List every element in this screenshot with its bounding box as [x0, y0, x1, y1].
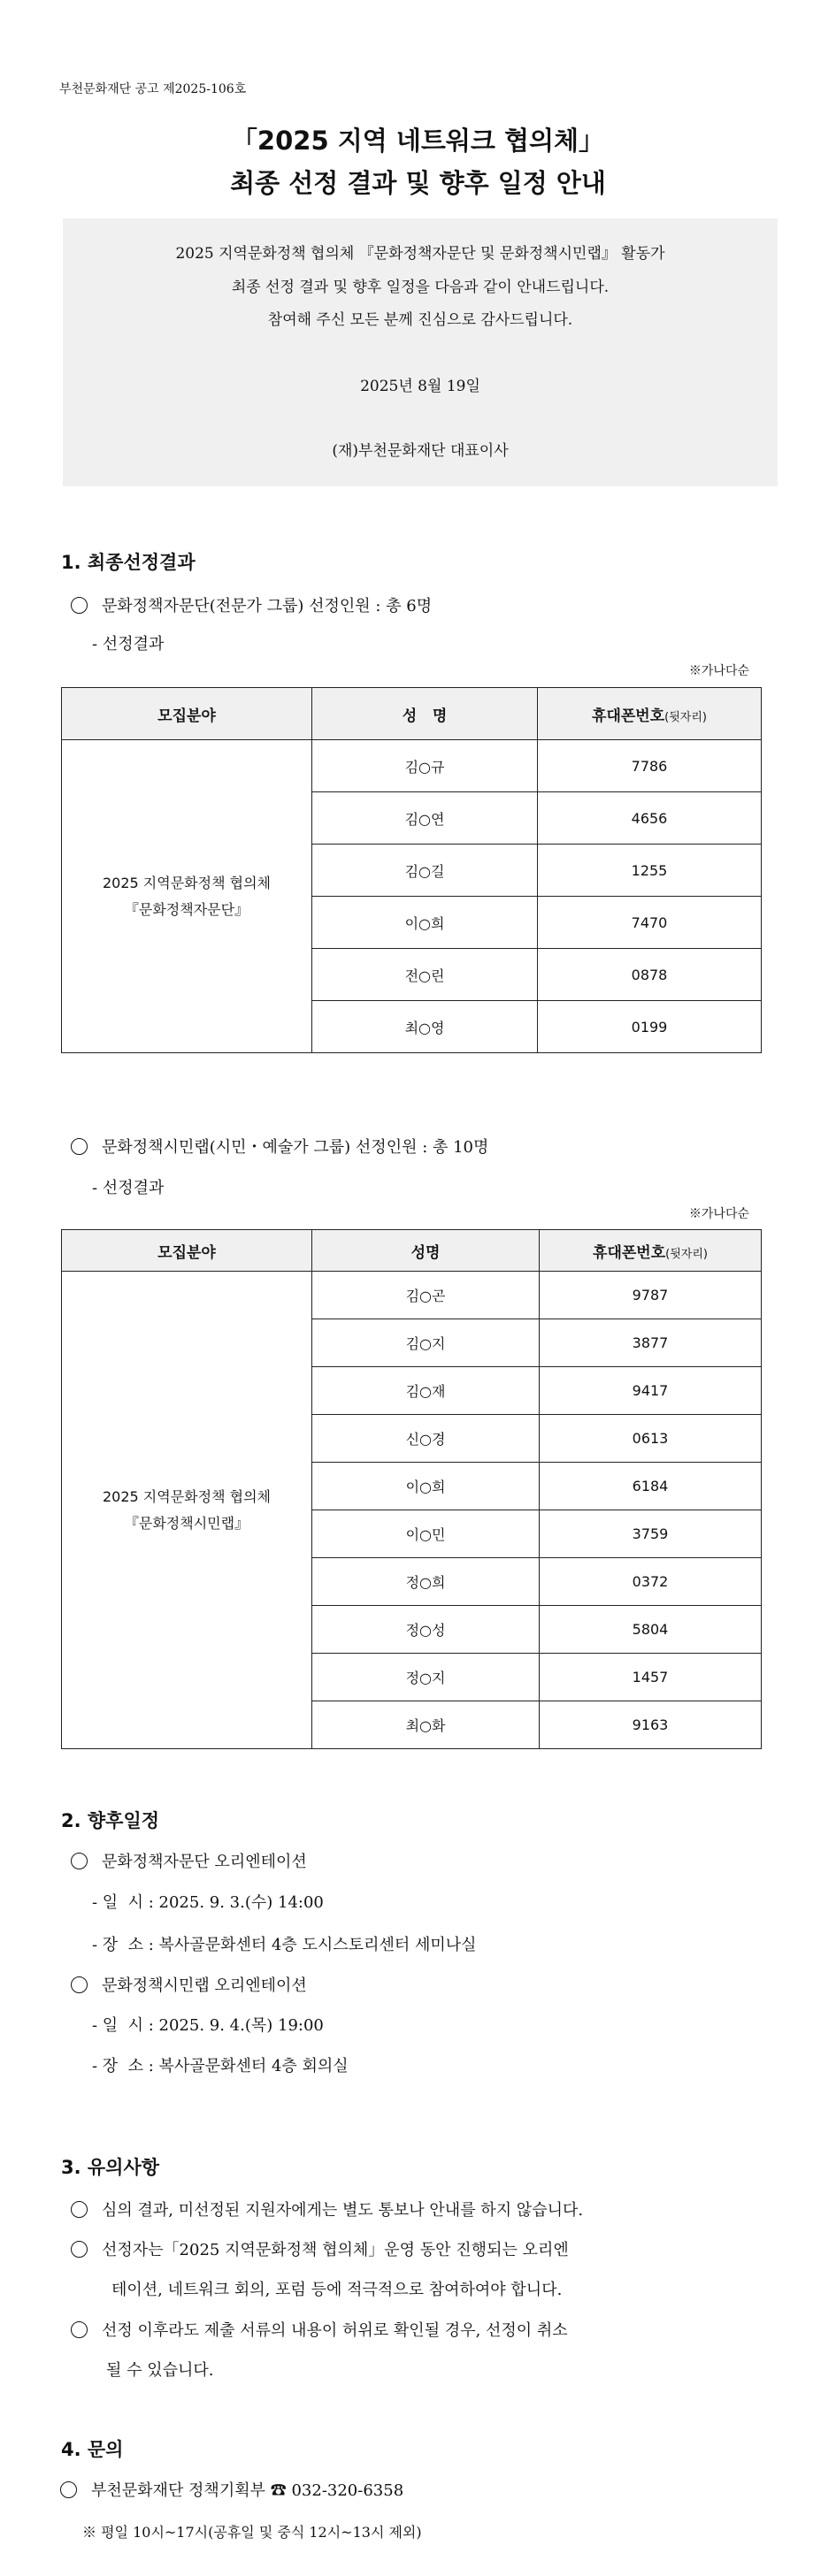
name-cell: 김○지	[312, 1319, 540, 1367]
phone-icon: ☎	[270, 2481, 287, 2500]
name-cell: 김○연	[312, 792, 538, 845]
phone-cell: 0878	[538, 949, 762, 1001]
section4-title: 4. 문의	[61, 2439, 124, 2460]
group1-sub: - 선정결과	[92, 635, 165, 654]
caution-item	[71, 2198, 583, 2224]
intro-signer: (재)부천문화재단 대표이사	[332, 442, 509, 460]
header-field: 모집분야	[62, 1230, 312, 1272]
circle-bullet-icon	[71, 1138, 88, 1155]
phone-cell: 0199	[538, 1001, 762, 1053]
name-cell: 김○재	[312, 1367, 540, 1415]
phone-cell: 0613	[540, 1415, 762, 1463]
caution-text: 선정자는「2025 지역문화정책 협의체」운영 동안 진행되는 오리엔	[102, 2241, 569, 2259]
phone-cell: 5804	[540, 1606, 762, 1654]
phone-cell: 6184	[540, 1463, 762, 1510]
event-when: - 일 시 : 2025. 9. 4.(목) 19:00	[92, 2016, 324, 2035]
notice-number: 부천문화재단 공고 제2025-106호	[59, 82, 247, 96]
name-cell: 김○규	[312, 740, 538, 792]
header-phone	[538, 688, 762, 740]
name-cell: 이○희	[312, 897, 538, 949]
header-phone	[540, 1230, 762, 1272]
header-phone-suffix: (뒷자리)	[665, 1247, 708, 1261]
event-name-text: 문화정책시민랩 오리엔테이션	[102, 1976, 307, 1995]
name-cell: 전○린	[312, 949, 538, 1001]
name-cell: 김○길	[312, 845, 538, 897]
group2-sort-note: ※가나다순	[688, 1207, 749, 1221]
category-cell	[62, 1272, 312, 1749]
header-phone-label: 휴대폰번호	[592, 707, 665, 725]
category-line: 『문화정책시민랩』	[124, 1514, 249, 1532]
circle-bullet-icon	[71, 2321, 88, 2338]
intro-date: 2025년 8월 19일	[360, 378, 480, 395]
category-line: 2025 지역문화정책 협의체	[103, 874, 271, 891]
name-cell: 최○화	[312, 1701, 540, 1749]
page-title-line2: 최종 선정 결과 및 향후 일정 안내	[230, 168, 606, 198]
phone-cell: 0372	[540, 1558, 762, 1606]
category-cell	[62, 740, 312, 1053]
name-cell: 정○지	[312, 1654, 540, 1701]
group2-summary-text: 문화정책시민랩(시민・예술가 그룹) 선정인원 : 총 10명	[102, 1138, 489, 1157]
group2-sub: - 선정결과	[92, 1179, 165, 1197]
group1-summary-text: 문화정책자문단(전문가 그룹) 선정인원 : 총 6명	[102, 597, 433, 615]
phone-cell: 9787	[540, 1272, 762, 1319]
event-where: - 장 소 : 복사골문화센터 4층 도시스토리센터 세미나실	[92, 1936, 477, 1954]
group2-results-table	[61, 1229, 762, 1749]
circle-bullet-icon	[71, 597, 88, 614]
name-cell: 정○희	[312, 1558, 540, 1606]
name-cell: 이○민	[312, 1510, 540, 1558]
category-line: 2025 지역문화정책 협의체	[103, 1487, 271, 1505]
phone-cell: 7470	[538, 897, 762, 949]
table-header-row	[62, 688, 762, 740]
contact-dept: 부천문화재단 정책기획부	[91, 2481, 265, 2500]
phone-cell: 1255	[538, 845, 762, 897]
phone-cell: 9417	[540, 1367, 762, 1415]
contact-line	[60, 2478, 403, 2504]
name-cell: 정○성	[312, 1606, 540, 1654]
caution-item	[71, 2237, 569, 2264]
circle-bullet-icon	[60, 2481, 77, 2498]
section1-title: 1. 최종선정결과	[61, 552, 196, 573]
page-title-line1: 「2025 지역 네트워크 협의체」	[231, 126, 605, 156]
event-name	[71, 1973, 307, 1999]
table-row	[62, 740, 762, 792]
contact-phone[interactable]: 032-320-6358	[291, 2481, 404, 2500]
circle-bullet-icon	[71, 2241, 88, 2258]
phone-cell: 3877	[540, 1319, 762, 1367]
table-row	[62, 1272, 762, 1319]
intro-line: 최종 선정 결과 및 향후 일정을 다음과 같이 안내드립니다.	[231, 279, 610, 296]
intro-line: 참여해 주신 모든 분께 진심으로 감사드립니다.	[267, 311, 573, 329]
caution-text-cont: 될 수 있습니다.	[106, 2361, 214, 2380]
name-cell: 최○영	[312, 1001, 538, 1053]
phone-cell: 1457	[540, 1654, 762, 1701]
caution-item	[71, 2318, 568, 2344]
circle-bullet-icon	[71, 2201, 88, 2218]
phone-cell: 3759	[540, 1510, 762, 1558]
table-header-row	[62, 1230, 762, 1272]
event-when: - 일 시 : 2025. 9. 3.(수) 14:00	[92, 1893, 324, 1912]
section2-title: 2. 향후일정	[61, 1810, 160, 1831]
event-name	[71, 1849, 307, 1876]
group2-summary	[71, 1135, 488, 1161]
phone-cell: 4656	[538, 792, 762, 845]
category-line: 『문화정책자문단』	[124, 900, 249, 918]
phone-cell: 9163	[540, 1701, 762, 1749]
contact-hours: ※ 평일 10시~17시(공휴일 및 중식 12시~13시 제외)	[82, 2524, 422, 2541]
caution-text: 선정 이후라도 제출 서류의 내용이 허위로 확인될 경우, 선정이 취소	[102, 2321, 568, 2340]
circle-bullet-icon	[71, 1976, 88, 1993]
header-field: 모집분야	[62, 688, 312, 740]
header-name: 성 명	[312, 688, 538, 740]
group1-results-table	[61, 687, 762, 1053]
group1-summary	[71, 593, 432, 620]
event-where: - 장 소 : 복사골문화센터 4층 회의실	[92, 2057, 349, 2075]
circle-bullet-icon	[71, 1853, 88, 1869]
intro-line: 2025 지역문화정책 협의체 『문화정책자문단 및 문화정책시민랩』 활동가	[175, 245, 665, 263]
name-cell: 김○곤	[312, 1272, 540, 1319]
phone-cell: 7786	[538, 740, 762, 792]
header-name: 성명	[312, 1230, 540, 1272]
name-cell: 이○희	[312, 1463, 540, 1510]
section3-title: 3. 유의사항	[61, 2157, 160, 2178]
caution-text: 심의 결과, 미선정된 지원자에게는 별도 통보나 안내를 하지 않습니다.	[102, 2201, 584, 2220]
header-phone-suffix: (뒷자리)	[664, 710, 707, 724]
header-phone-label: 휴대폰번호	[593, 1243, 666, 1262]
group1-sort-note: ※가나다순	[688, 664, 749, 678]
name-cell: 신○경	[312, 1415, 540, 1463]
event-name-text: 문화정책자문단 오리엔테이션	[102, 1853, 307, 1871]
caution-text-cont: 테이션, 네트워크 회의, 포럼 등에 적극적으로 참여하여야 합니다.	[111, 2281, 563, 2299]
